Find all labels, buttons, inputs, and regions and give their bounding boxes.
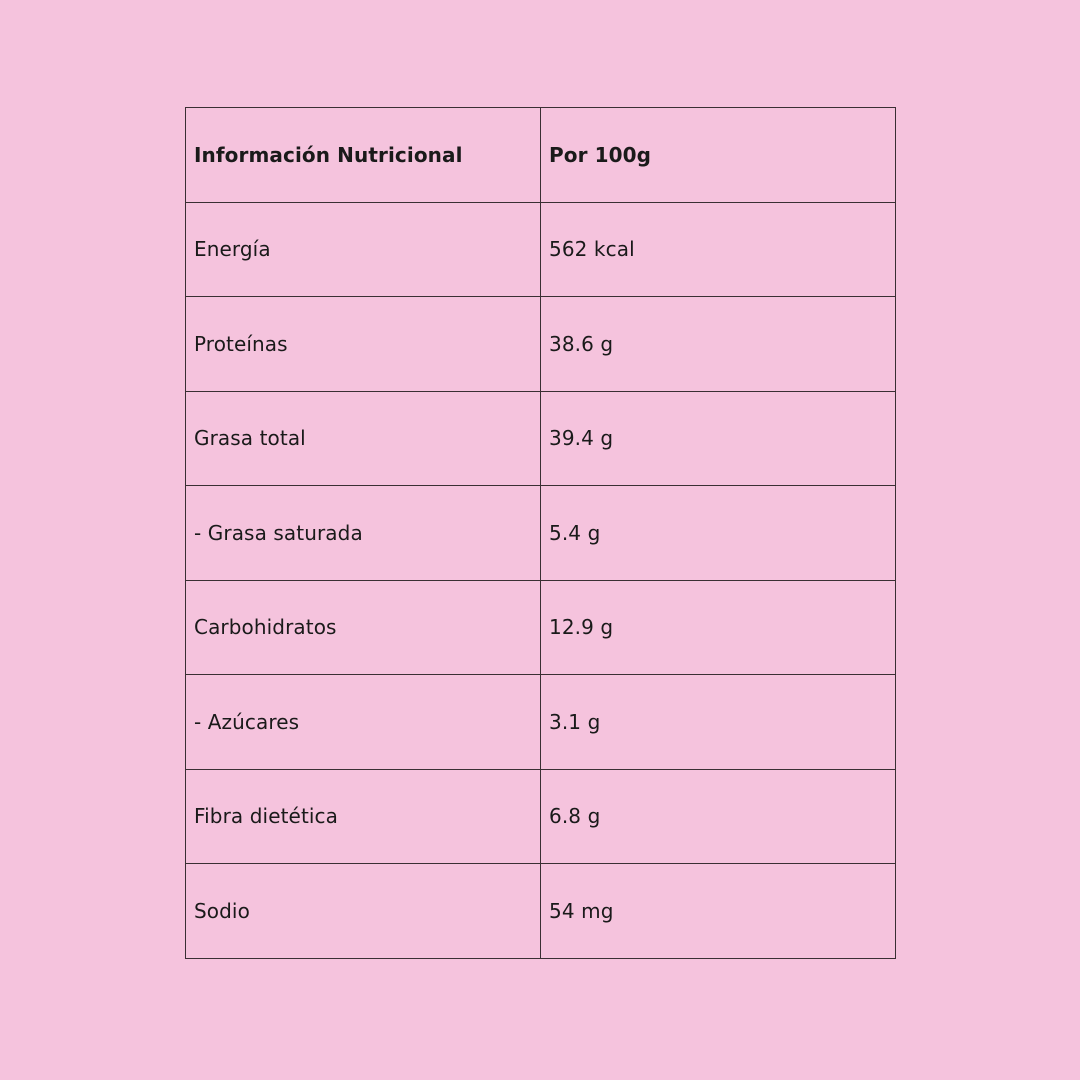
nutrient-value: 3.1 g: [541, 675, 896, 770]
nutrient-name: - Grasa saturada: [186, 486, 541, 581]
nutrient-name: Proteínas: [186, 297, 541, 392]
nutrient-name: - Azúcares: [186, 675, 541, 770]
table-row: [186, 769, 896, 864]
nutrient-value: 39.4 g: [541, 391, 896, 486]
nutrient-value: 38.6 g: [541, 297, 896, 392]
nutrient-value: 6.8 g: [541, 769, 896, 864]
table-row: [186, 580, 896, 675]
table-header-row: [186, 108, 896, 203]
nutrient-value: 54 mg: [541, 864, 896, 959]
nutrient-value: 12.9 g: [541, 580, 896, 675]
nutrition-facts-table: [185, 107, 896, 959]
nutrient-name: Sodio: [186, 864, 541, 959]
table-row: [186, 297, 896, 392]
table-row: [186, 202, 896, 297]
nutrient-name: Energía: [186, 202, 541, 297]
nutrient-value: 5.4 g: [541, 486, 896, 581]
table-row: [186, 486, 896, 581]
table-row: [186, 391, 896, 486]
table-row: [186, 675, 896, 770]
nutrient-name: Grasa total: [186, 391, 541, 486]
header-per-100g: Por 100g: [541, 108, 896, 203]
table-row: [186, 864, 896, 959]
nutrient-value: 562 kcal: [541, 202, 896, 297]
nutrient-name: Fibra dietética: [186, 769, 541, 864]
nutrient-name: Carbohidratos: [186, 580, 541, 675]
header-nutrient: Información Nutricional: [186, 108, 541, 203]
